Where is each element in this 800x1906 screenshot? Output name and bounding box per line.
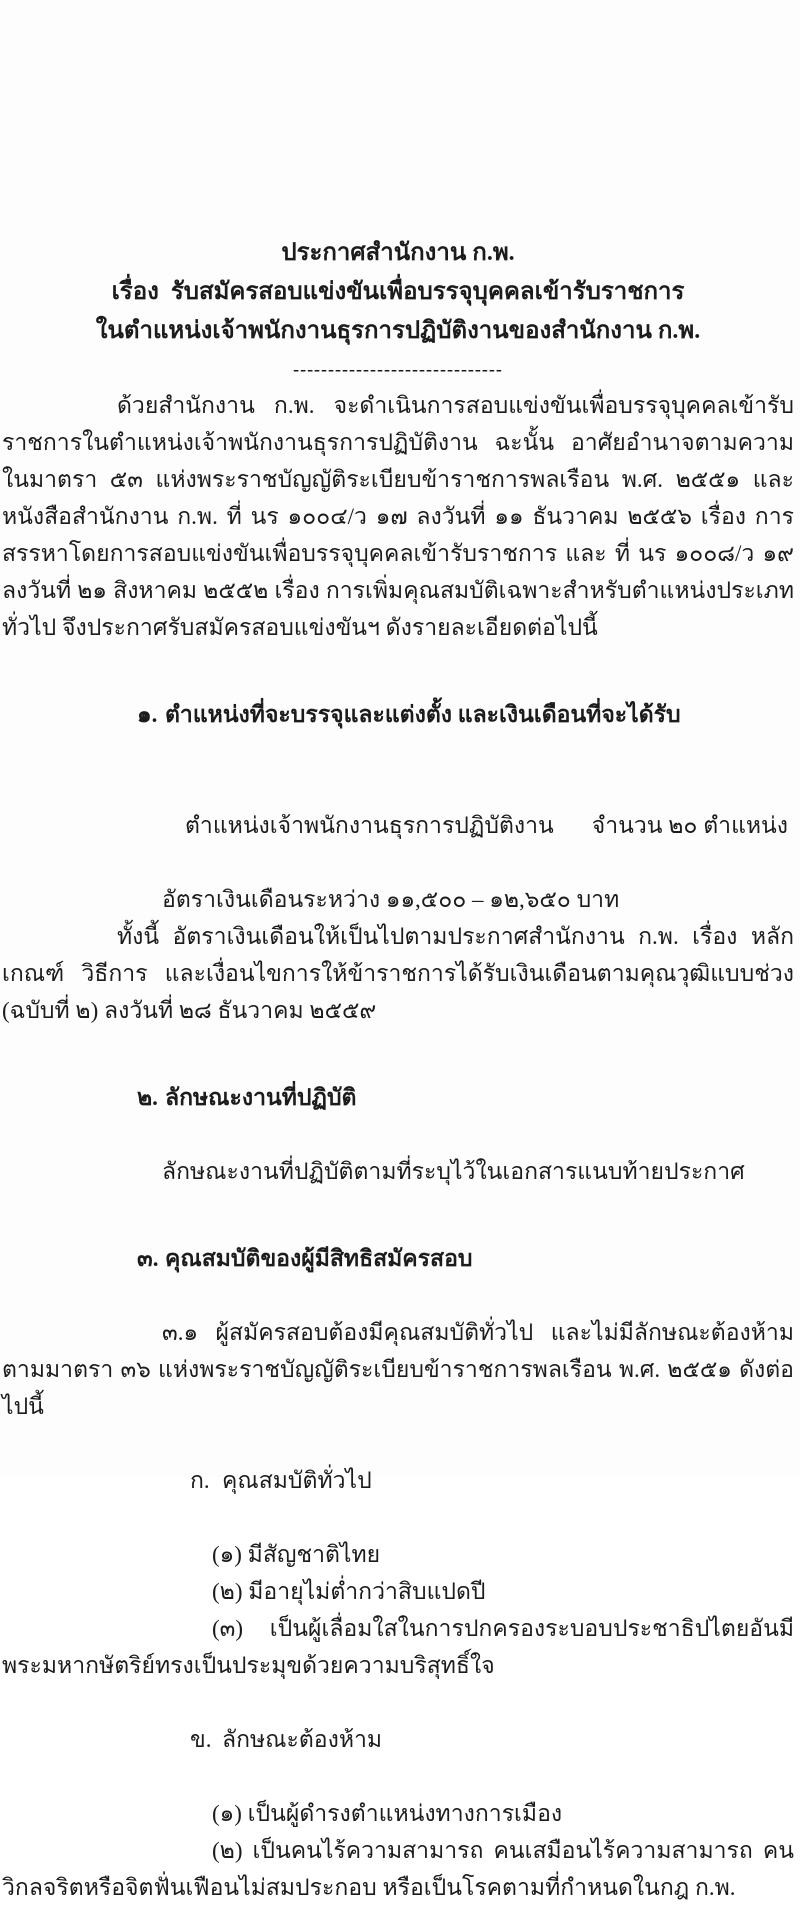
salary-note-paragraph: ทั้งนี้ อัตราเงินเดือนให้เป็นไปตามประกาศสำนักงาน ก.พ. เรื่อง หลักเกณฑ์ วิธีการ และเงื่อนไขการให้ข้าราชการได้รับเงินเดือนตามคุณวุฒิแบบช่วง (ฉบับที่ ๒) ลงวันที่ ๒๘ ธันวาคม ๒๕๕๙ — [2, 924, 800, 1023]
section-1-heading — [2, 659, 794, 770]
subsection-b-heading — [2, 1684, 794, 1795]
salary-line: อัตราเงินเดือนระหว่าง ๑๑,๕๐๐ – ๑๒,๖๕๐ บาท — [162, 887, 620, 912]
title-divider-dashes: ------------------------------ — [293, 359, 503, 379]
prohibited-characteristic-item-1: (๑) เป็นผู้ดำรงตำแหน่งทางการเมือง — [212, 1801, 563, 1826]
position-line — [2, 770, 794, 881]
document-title-block — [2, 234, 794, 387]
section-1-heading-text: ตำแหน่งที่จะบรรจุและแต่งตั้ง และเงินเดือนที่จะได้รับ — [165, 702, 681, 727]
position-name: ตำแหน่งเจ้าพนักงานธุรการปฏิบัติงาน — [185, 813, 554, 838]
section-2-body: ลักษณะงานที่ปฏิบัติตามที่ระบุไว้ในเอกสารแนบท้ายประกาศ — [162, 1159, 745, 1184]
subsection-b-heading-text: ลักษณะต้องห้าม — [222, 1727, 383, 1752]
general-qualification-item-1: (๑) มีสัญชาติไทย — [212, 1542, 381, 1567]
section-2-heading-text: ลักษณะงานที่ปฏิบัติ — [165, 1085, 357, 1110]
page-title-line-3: ในตำแหน่งเจ้าพนักงานธุรการปฏิบัติงานของสำนักงาน ก.พ. — [95, 318, 701, 344]
clause-3-1-paragraph: ๓.๑ ผู้สมัครสอบต้องมีคุณสมบัติทั่วไป และไม่มีลักษณะต้องห้ามตามมาตรา ๓๖ แห่งพระราชบัญญัติระเบียบข้าราชการพลเรือน พ.ศ. ๒๕๕๑ ดังต่อไปนี้ — [2, 1320, 794, 1419]
section-3-heading-text: คุณสมบัติของผู้มีสิทธิสมัครสอบ — [165, 1246, 473, 1271]
prohibited-characteristic-item-2: (๒) เป็นคนไร้ความสามารถ คนเสมือนไร้ความสามารถ คนวิกลจริตหรือจิตฟั่นเฟือนไม่สมประกอบ หรือเป็นโรคตามที่กำหนดในกฎ ก.พ. — [2, 1838, 794, 1900]
section-3-heading — [2, 1203, 794, 1314]
general-qualification-item-2: (๒) มีอายุไม่ต่ำกว่าสิบแปดปี — [212, 1579, 486, 1604]
page-title-line-1: ประกาศสำนักงาน ก.พ. — [281, 240, 515, 266]
general-qualification-item-3: (๓) เป็นผู้เลื่อมใสในการปกครองระบอบประชาธิปไตยอันมีพระมหากษัตริย์ทรงเป็นประมุขด้วยความบริสุทธิ์ใจ — [2, 1616, 794, 1678]
subsection-a-heading — [2, 1425, 794, 1536]
subsection-a-label: ก. — [190, 1468, 210, 1493]
subsection-b-label: ข. — [190, 1727, 212, 1752]
section-2-number: ๒. — [137, 1085, 158, 1110]
section-2-heading — [2, 1042, 794, 1153]
position-count: จำนวน ๒๐ ตำแหน่ง — [591, 813, 789, 838]
section-1-number: ๑. — [137, 702, 158, 727]
subsection-a-heading-text: คุณสมบัติทั่วไป — [222, 1468, 372, 1493]
intro-paragraph: ด้วยสำนักงาน ก.พ. จะดำเนินการสอบแข่งขันเพื่อบรรจุบุคคลเข้ารับราชการในตำแหน่งเจ้าพนักงานธุรการปฏิบัติงาน ฉะนั้น อาศัยอำนาจตามความในมาตรา ๕๓ แห่งพระราชบัญญัติระเบียบข้าราชการพลเรือน พ.ศ. ๒๕๕๑ และหนังสือสำนักงาน ก.พ. ที่ นร ๑๐๐๔/ว ๑๗ ลงวันที่ ๑๑ ธันวาคม ๒๕๕๖ เรื่อง การสรรหาโดยการสอบแข่งขันเพื่อบรรจุบุคคลเข้ารับราชการ และ ที่ นร ๑๐๐๘/ว ๑๙ ลงวันที่ ๒๑ สิงหาคม ๒๕๕๒ เรื่อง การเพิ่มคุณสมบัติเฉพาะสำหรับตำแหน่งประเภททั่วไป จึงประกาศรับสมัครสอบแข่งขันฯ ดังรายละเอียดต่อไปนี้ — [2, 393, 800, 640]
section-3-number: ๓. — [137, 1246, 159, 1271]
page-title-line-2: เรื่อง รับสมัครสอบแข่งขันเพื่อบรรจุบุคคลเข้ารับราชการ — [111, 279, 685, 305]
